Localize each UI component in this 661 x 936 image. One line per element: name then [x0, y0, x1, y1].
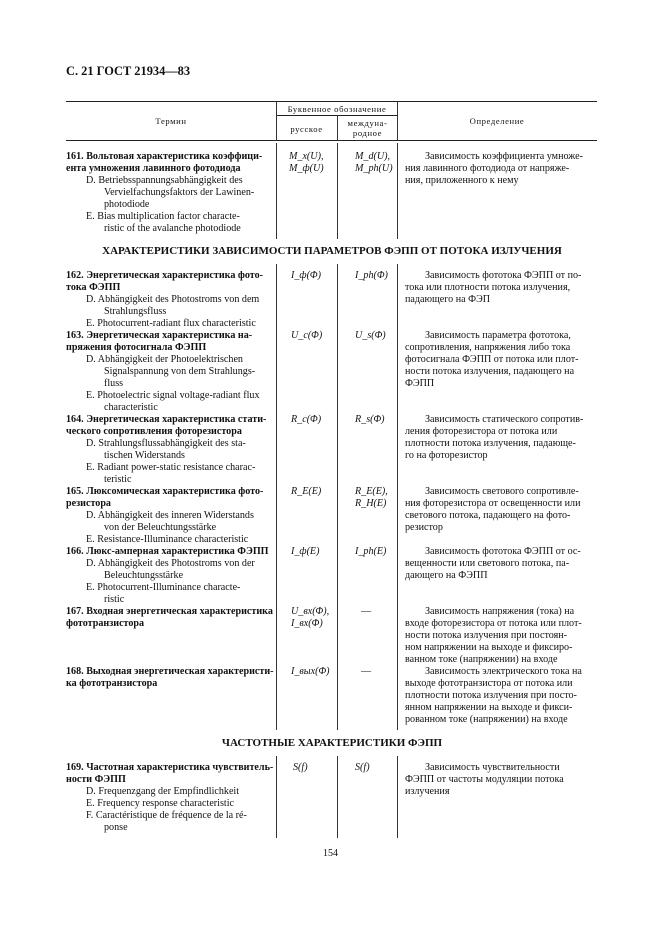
definition-167: Зависимость напряжения (тока) на: [425, 606, 575, 617]
definition-163: сопротивления, напряжения либо тока: [405, 342, 571, 353]
col-header-term: Термин: [155, 116, 187, 126]
term-166-en: ristic: [104, 594, 125, 605]
term-163-de: Signalspannung von dem Strahlungs-: [104, 366, 256, 377]
col-header-letter-designation: Буквенное обозначение: [287, 104, 387, 114]
symbol-ru-168: I_вых(Φ): [291, 666, 330, 677]
section-heading: ХАРАКТЕРИСТИКИ ЗАВИСИМОСТИ ПАРАМЕТРОВ ФЭПП ОТ ПОТОКА ИЗЛУЧЕНИЯ: [102, 245, 562, 257]
term-164-line1: 164. Энергетическая характеристика стати-: [66, 414, 267, 425]
term-161-line1: 161. Вольтовая характеристика коэффици-: [66, 151, 263, 162]
definition-166: вещенности или светового потока, па-: [405, 558, 570, 569]
definition-161: ния, приложенного к нему: [405, 175, 519, 186]
definition-167: ности потока излучения при постоян-: [405, 630, 568, 641]
symbol-ru-167: U_вх(Φ),: [291, 606, 330, 617]
term-163-line2: пряжения фотосигнала ФЭПП: [66, 342, 207, 353]
col-divider: [397, 756, 398, 838]
col-divider: [276, 264, 277, 730]
col-divider: [276, 756, 277, 838]
term-165-line2: резистора: [66, 498, 111, 509]
symbol-ru-162: I_ф(Φ): [291, 270, 321, 281]
term-169-de: D. Frequenzgang der Empfindlichkeit: [86, 786, 240, 797]
definition-164: Зависимость статического сопротив-: [425, 414, 584, 425]
term-163-en: characteristic: [104, 402, 158, 413]
definition-165: Зависимость светового сопротивле-: [425, 486, 579, 497]
col-header-definition: Определение: [469, 116, 525, 126]
term-166-de: D. Abhängigkeit des Photostroms von der: [86, 558, 255, 569]
symbol-intl-167: —: [361, 606, 372, 617]
term-163-de: D. Abhängigkeit der Photoelektrischen: [86, 354, 243, 365]
term-161-line2: ента умножения лавинного фотодиода: [66, 163, 241, 174]
definition-161: ния лавинного фотодиода от напряже-: [405, 163, 570, 174]
term-169-line2: ности ФЭПП: [66, 774, 126, 785]
definition-169: излучения: [405, 786, 450, 797]
term-165-de: von der Beleuchtungsstärke: [104, 522, 217, 533]
symbol-ru-161: M_ф(U): [289, 163, 324, 174]
definition-165: резистор: [405, 522, 443, 533]
col-header-russian: русское: [290, 124, 323, 134]
term-164-de: tischen Widerstands: [104, 450, 185, 461]
definition-165: ния фоторезистора от освещенности или: [405, 498, 581, 509]
term-165-en: E. Resistance-Illuminance characteristic: [86, 534, 249, 545]
symbol-ru-166: I_ф(E): [291, 546, 320, 557]
definition-169: ФЭПП от частоты модуляции потока: [405, 774, 564, 785]
definition-162: падающего на ФЭП: [405, 294, 491, 305]
symbol-intl-169: S(f): [355, 762, 370, 773]
term-161-de: D. Betriebsspannungsabhängigkeit des: [86, 175, 243, 186]
term-169-fr: F. Caractéristique de fréquence de la ré-: [86, 810, 247, 821]
definition-163: ности потока излучения, падающего на: [405, 366, 575, 377]
definition-163: ФЭПП: [405, 378, 435, 389]
term-167-line2: фототранзистора: [66, 618, 145, 629]
term-168-line1: 168. Выходная энергетическая характеристи-: [66, 666, 274, 677]
section-heading: ЧАСТОТНЫЕ ХАРАКТЕРИСТИКИ ФЭПП: [221, 737, 443, 749]
definition-163: Зависимость параметра фототока,: [425, 330, 571, 341]
term-162-line2: тока ФЭПП: [66, 282, 121, 293]
definition-168: выходе фототранзистора от потока или: [405, 678, 573, 689]
definition-167: входе фоторезистора от потока или плот-: [405, 618, 582, 629]
symbol-intl-161: M_d(U),: [355, 151, 391, 162]
symbol-intl-166: I_ph(E): [355, 546, 387, 557]
col-divider: [337, 143, 338, 239]
definition-169: Зависимость чувствительности: [425, 762, 560, 773]
term-164-en: E. Radiant power-static resistance charac-: [86, 462, 256, 473]
term-164-de: D. Strahlungsflussabhängigkeit des sta-: [86, 438, 246, 449]
symbol-intl-162: I_ph(Φ): [355, 270, 388, 281]
symbol-ru-165: R_E(E): [291, 486, 322, 497]
term-163-line1: 163. Энергетическая характеристика на-: [66, 330, 253, 341]
term-161-en: E. Bias multiplication factor characte-: [86, 211, 240, 222]
term-169-fr: ponse: [104, 822, 128, 833]
col-divider: [337, 264, 338, 730]
term-162-de: D. Abhängigkeit des Photostroms von dem: [86, 294, 260, 305]
term-161-de: photodiode: [104, 199, 150, 210]
symbol-intl-165: R_H(E): [355, 498, 387, 509]
definition-166: дающего на ФЭПП: [405, 570, 488, 581]
col-divider: [397, 143, 398, 239]
term-163-en: E. Photoelectric signal voltage-radiant flux: [86, 390, 260, 401]
term-163-de: fluss: [104, 378, 124, 389]
definition-164: ления фоторезистора от потока или: [405, 426, 558, 437]
definition-162: тока или плотности потока излучения,: [405, 282, 571, 293]
symbol-intl-165: R_E(E),: [355, 486, 388, 497]
term-165-line1: 165. Люксомическая характеристика фото-: [66, 486, 264, 497]
symbol-ru-163: U_c(Φ): [291, 330, 323, 341]
definition-168: рованном токе (напряжении) на входе: [405, 714, 568, 725]
table-header-bottom-rule: [66, 140, 597, 141]
col-header-intl-1: междуна-: [347, 118, 388, 128]
definition-164: плотности потока излучения, падающе-: [405, 438, 576, 449]
col-header-intl-2: родное: [352, 128, 383, 138]
term-161-de: Vervielfachungsfaktors der Lawinen-: [104, 187, 255, 198]
term-162-de: Strahlungsfluss: [104, 306, 167, 317]
col-divider: [337, 756, 338, 838]
symbol-ru-167: I_вх(Φ): [291, 618, 323, 629]
definition-167: ванном токе (напряжении) на входе: [405, 654, 558, 665]
term-166-en: E. Photocurrent-Illuminance characte-: [86, 582, 241, 593]
definition-165: светового потока, падающего на фото-: [405, 510, 571, 521]
definition-162: Зависимость фототока ФЭПП от по-: [425, 270, 582, 281]
term-164-en: teristic: [104, 474, 132, 485]
symbol-intl-163: U_s(Φ): [355, 330, 386, 341]
page-number: 154: [323, 848, 338, 859]
definition-168: плотности потока излучения при посто-: [405, 690, 577, 701]
symbol-ru-161: M_x(U),: [289, 151, 324, 162]
term-169-en: E. Frequency response characteristic: [86, 798, 234, 809]
term-168-line2: ка фототранзистора: [66, 678, 158, 689]
symbol-intl-168: —: [361, 666, 372, 677]
definition-164: го на фоторезистор: [405, 450, 488, 461]
symbol-ru-164: R_c(Φ): [291, 414, 322, 425]
term-161-en: ristic of the avalanche photodiode: [104, 223, 241, 234]
term-165-de: D. Abhängigkeit des inneren Widerstands: [86, 510, 254, 521]
definition-163: фотосигнала ФЭПП от потока или плот-: [405, 354, 579, 365]
table-top-rule: [66, 101, 597, 102]
definition-168: Зависимость электрического тока на: [425, 666, 582, 677]
term-167-line1: 167. Входная энергетическая характеристика: [66, 606, 273, 617]
definition-161: Зависимость коэффициента умноже-: [425, 151, 583, 162]
term-162-en: E. Photocurrent-radiant flux characteristic: [86, 318, 256, 329]
page-header: С. 21 ГОСТ 21934—83: [66, 64, 191, 78]
definition-168: янном напряжении на выходе и фикси-: [405, 702, 573, 713]
term-162-line1: 162. Энергетическая характеристика фото-: [66, 270, 264, 281]
term-166-de: Beleuchtungsstärke: [104, 570, 184, 581]
col-divider: [397, 264, 398, 730]
definition-166: Зависимость фототока ФЭПП от ос-: [425, 546, 581, 557]
symbol-ru-169: S(f): [293, 762, 308, 773]
col-divider: [276, 143, 277, 239]
term-164-line2: ческого сопротивления фоторезистора: [66, 426, 242, 437]
symbol-intl-161: M_ph(U): [355, 163, 393, 174]
term-166-line1: 166. Люкс-амперная характеристика ФЭПП: [66, 546, 269, 557]
term-169-line1: 169. Частотная характеристика чувствитель-: [66, 762, 274, 773]
symbol-intl-164: R_s(Φ): [355, 414, 385, 425]
definition-167: ном напряжении на выходе и фиксиро-: [405, 642, 573, 653]
